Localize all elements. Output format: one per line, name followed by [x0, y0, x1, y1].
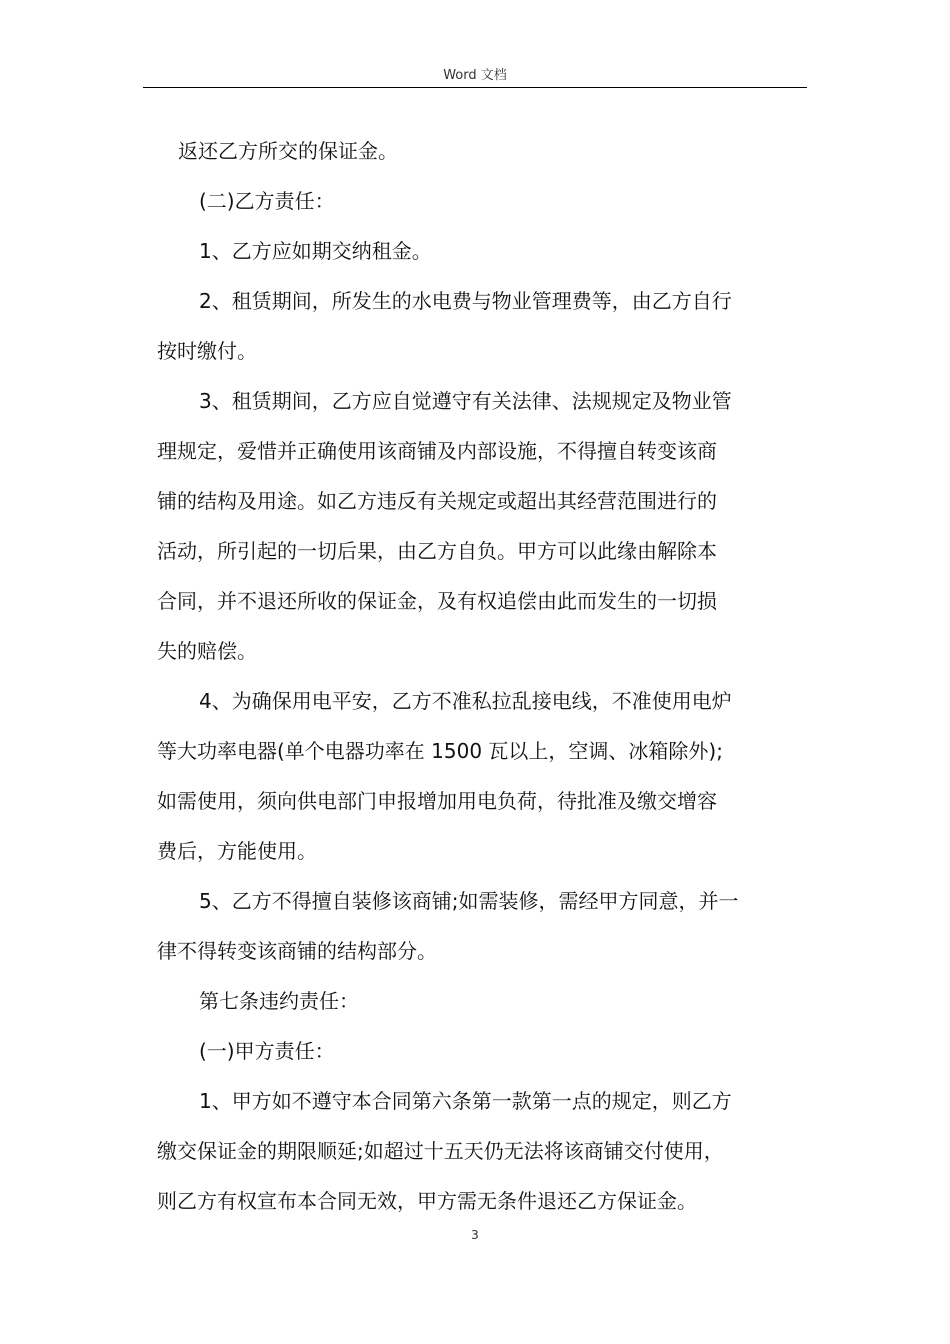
paragraph	[178, 126, 806, 176]
paragraph	[157, 676, 806, 876]
paragraph-line: 返还乙方所交的保证金。	[178, 139, 398, 163]
header-divider	[143, 87, 807, 88]
page-number: 3	[471, 1228, 479, 1242]
paragraph	[157, 1076, 806, 1226]
paragraph	[157, 276, 806, 376]
paragraph	[178, 226, 806, 276]
paragraph-line: 如需使用，须向供电部门申报增加用电负荷，待批准及缴交增容	[157, 789, 717, 813]
paragraph-line: 1、甲方如不遵守本合同第六条第一款第一点的规定，则乙方	[199, 1089, 732, 1113]
paragraph-line: 5、乙方不得擅自装修该商铺;如需装修，需经甲方同意，并一	[199, 889, 739, 913]
paragraph-line: 3、租赁期间，乙方应自觉遵守有关法律、法规规定及物业管	[199, 389, 732, 413]
document-body	[157, 126, 806, 1226]
paragraph-line: 铺的结构及用途。如乙方违反有关规定或超出其经营范围进行的	[157, 489, 717, 513]
paragraph-line: 按时缴付。	[157, 339, 257, 363]
paragraph-line: 合同，并不退还所收的保证金，及有权追偿由此而发生的一切损	[157, 589, 717, 613]
paragraph-line: 1、乙方应如期交纳租金。	[199, 239, 432, 263]
paragraph-line: 2、租赁期间，所发生的水电费与物业管理费等，由乙方自行	[199, 289, 732, 313]
paragraph	[157, 376, 806, 676]
paragraph-line: 费后，方能使用。	[157, 839, 317, 863]
paragraph-line: 等大功率电器(单个电器功率在 1500 瓦以上，空调、冰箱除外);	[157, 739, 723, 763]
paragraph-line: 缴交保证金的期限顺延;如超过十五天仍无法将该商铺交付使用，	[157, 1139, 724, 1163]
document-header-title: Word 文档	[443, 68, 507, 83]
paragraph	[178, 176, 806, 226]
paragraph-line: 律不得转变该商铺的结构部分。	[157, 939, 437, 963]
paragraph	[178, 1026, 806, 1076]
paragraph-line: (一)甲方责任：	[199, 1039, 335, 1063]
paragraph	[157, 876, 806, 976]
paragraph-line: 第七条违约责任：	[199, 989, 359, 1013]
paragraph-line: 失的赔偿。	[157, 639, 257, 663]
paragraph-line: 则乙方有权宣布本合同无效，甲方需无条件退还乙方保证金。	[157, 1189, 697, 1213]
paragraph	[178, 976, 806, 1026]
paragraph-line: 4、为确保用电平安，乙方不准私拉乱接电线，不准使用电炉	[199, 689, 732, 713]
paragraph-line: 理规定，爱惜并正确使用该商铺及内部设施，不得擅自转变该商	[157, 439, 717, 463]
paragraph-line: (二)乙方责任：	[199, 189, 335, 213]
paragraph-line: 活动，所引起的一切后果，由乙方自负。甲方可以此缘由解除本	[157, 539, 717, 563]
